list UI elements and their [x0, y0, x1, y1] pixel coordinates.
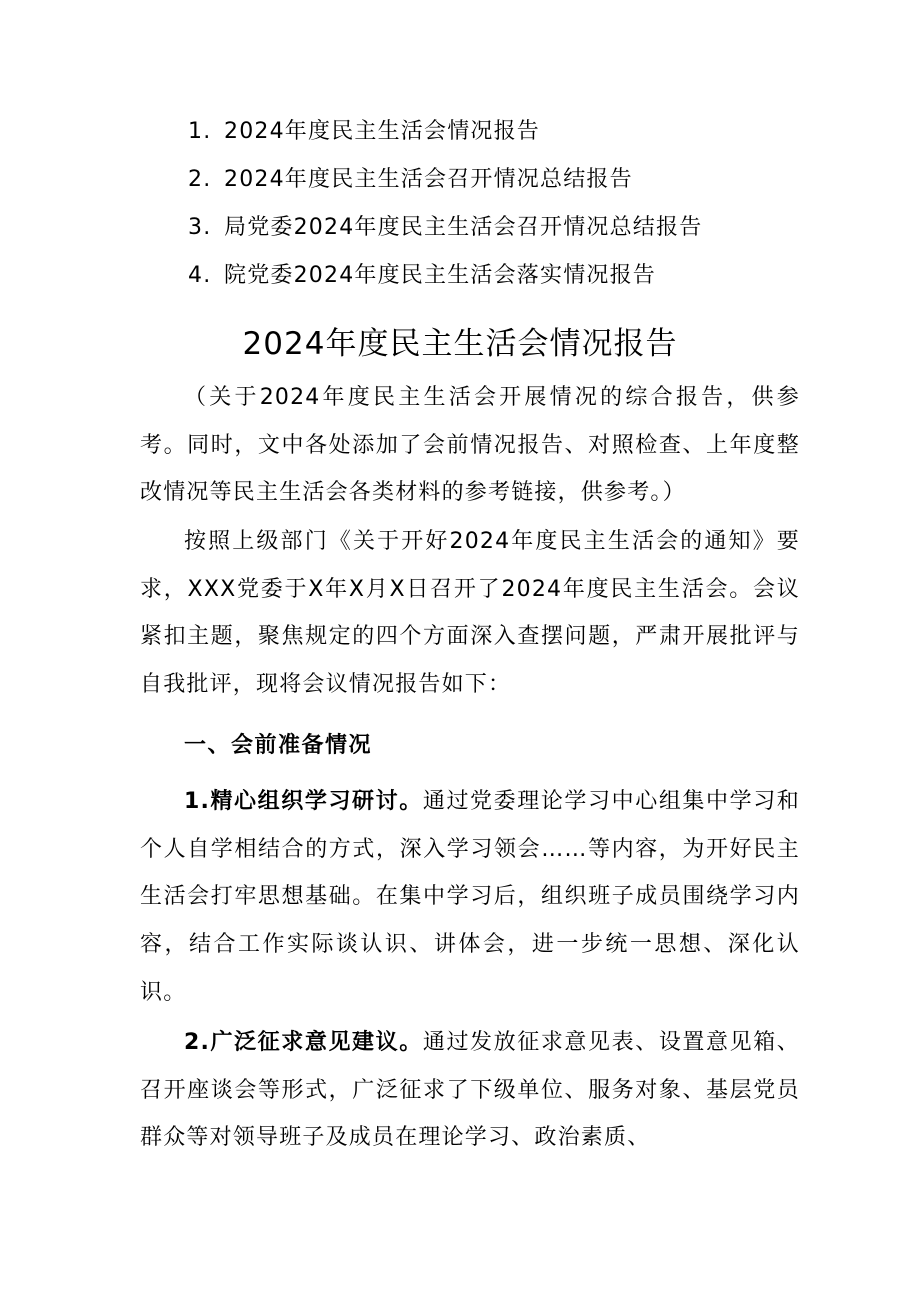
section-item-body: 通过党委理论学习中心组集中学习和个人自学相结合的方式，深入学习领会……等内容，为开好民主生活会打牢思想基础。在集中学习后，组织班子成员围绕学习内容，结合工作实际谈认识、讲体会，进一步统一思想、深化认识。 — [140, 789, 800, 1005]
toc-item — [188, 208, 838, 256]
section-heading: 一、会前准备情况 — [184, 733, 373, 758]
toc-item-number: 2. — [188, 167, 212, 192]
opening-paragraph: 按照上级部门《关于开好2024年度民主生活会的通知》要求，XXX党委于X年X月X日召开了2024年度民主生活会。会议紧扣主题，聚焦规定的四个方面深入查摆问题，严肃开展批评与自我批评，现将会议情况报告如下： — [140, 529, 800, 698]
toc-item — [188, 256, 838, 304]
toc-item-number: 1. — [188, 119, 212, 144]
toc-item — [188, 160, 838, 208]
toc-item — [188, 112, 838, 160]
toc-item-text: 院党委2024年度民主生活会落实情况报告 — [224, 263, 656, 288]
toc-item-text: 2024年度民主生活会召开情况总结报告 — [224, 167, 633, 192]
toc-item-number: 3. — [188, 215, 212, 240]
section-item-paragraph — [140, 1019, 800, 1159]
section-item-body: 通过发放征求意见表、设置意见箱、召开座谈会等形式，广泛征求了下级单位、服务对象、基层党员群众等对领导班子及成员在理论学习、政治素质、 — [140, 1030, 800, 1151]
toc-item-text: 2024年度民主生活会情况报告 — [224, 119, 540, 144]
section-item-paragraph — [140, 778, 800, 1017]
table-of-contents — [188, 112, 838, 304]
document-title: 2024年度民主生活会情况报告 — [242, 326, 678, 362]
toc-item-text: 局党委2024年度民主生活会召开情况总结报告 — [224, 215, 703, 240]
section-item-lead: 1.精心组织学习研讨。 — [184, 789, 423, 814]
intro-note-paragraph: （关于2024年度民主生活会开展情况的综合报告，供参考。同时，文中各处添加了会前情况报告、对照检查、上年度整改情况等民主生活会各类材料的参考链接，供参考。） — [140, 385, 800, 506]
toc-item-number: 4. — [188, 263, 212, 288]
section-item-lead: 2.广泛征求意见建议。 — [184, 1030, 423, 1055]
